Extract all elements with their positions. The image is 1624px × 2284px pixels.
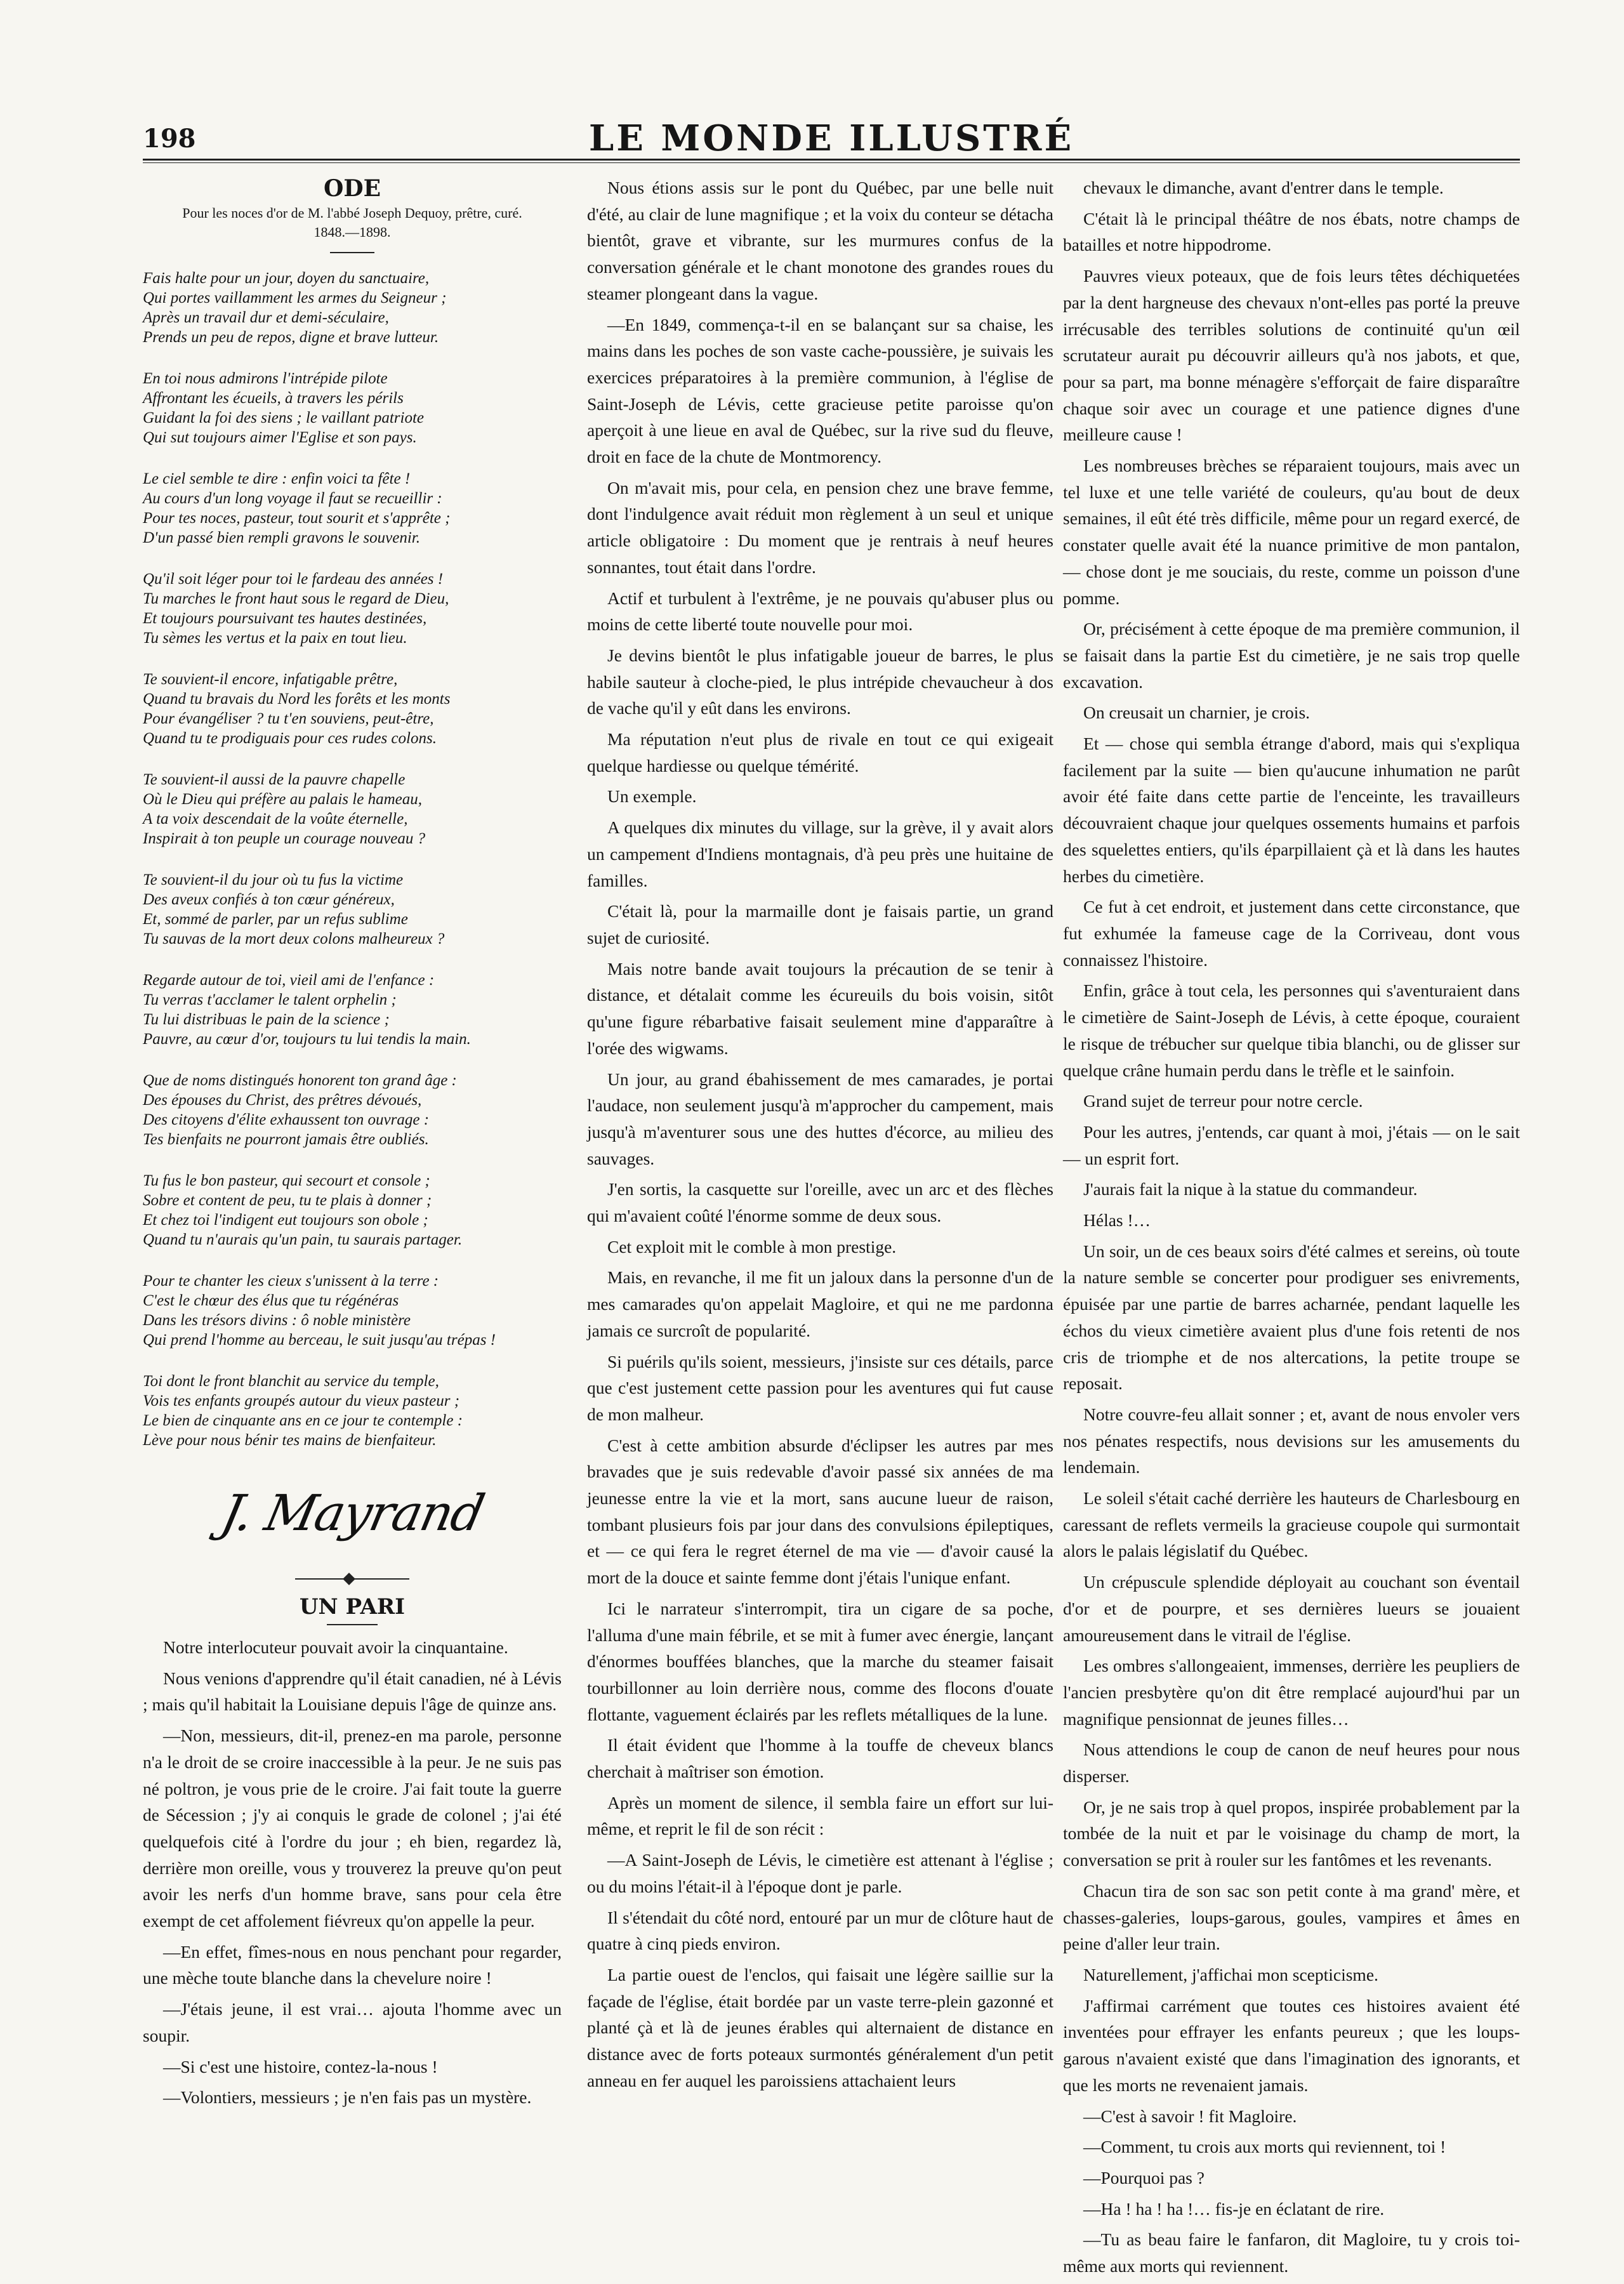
paragraph: C'est à cette ambition absurde d'éclipser les autres par mes bravades que je suis redevable d'avoir passé six années de ma jeunesse entre la vie et la mort, sans aucune lueur de raison, tombant plusieurs fois par jour dans des convulsions épileptiques, et — ce qui fera le regret éternel de ma vie — d'avoir causé la mort de la douce et sainte femme dont j'étais l'unique enfant. [587,1435,1053,1588]
paragraph: Or, je ne sais trop à quel propos, inspirée probablement par la tombée de la nuit et par le voisinage du champ de mort, la conversation se prit à rouler sur les fantômes et les revenants. [1063,1797,1520,1870]
paragraph: Nous étions assis sur le pont du Québec, par une belle nuit d'été, au clair de lune magnifique ; et la voix du conteur se détacha bientôt, grave et vibrante, sur les murmures confus de la conversation générale et le chant monotone des grandes roues du steamer plongeant dans la vague. [587,178,1053,303]
stanza [143,1371,562,1450]
ode-poem [143,268,562,1450]
paragraph: —En 1849, commença-t-il en se balançant sur sa chaise, les mains dans les poches de son vaste cache-poussière, je suivais les exercices préparatoires à la première communion, à l'église de Saint-Joseph de Lévis, cette gracieuse petite paroisse qu'on aperçoit à une lieue en aval de Québec, sur la rive sud du fleuve, droit en face de la chute de Montmorency. [587,314,1053,467]
verse-line: Te souvient-il du jour où tu fus la victime [143,871,404,888]
verse-line: Tu sauvas de la mort deux colons malheureux ? [143,930,445,947]
stanza [143,469,562,548]
ode-dates: 1848.—1898. [314,224,391,240]
paragraph: Si puérils qu'ils soient, messieurs, j'insiste sur ces détails, parce que c'est justement cette passion pour les aventures qui fut cause de mon malheur. [587,1351,1053,1424]
paragraph: Les nombreuses brèches se réparaient toujours, mais avec un tel luxe et une telle variété de couleurs, qu'au bout de deux semaines, il eût été très difficile, même pour un regard exercé, de constater quelle avait été la nuance primitive de mon pantalon, — chose dont je me souciais, du reste, comme un poisson d'une pomme. [1063,456,1520,608]
verse-line: Inspirait à ton peuple un courage nouveau ? [143,830,426,847]
paragraph: On m'avait mis, pour cela, en pension chez une brave femme, dont l'indulgence avait réduit mon règlement à un seul et unique article obligatoire : Du moment que je rentrais à neuf heures sonnantes, tout était dans l'ordre. [587,477,1053,577]
verse-line: Tu fus le bon pasteur, qui secourt et console ; [143,1172,430,1189]
verse-line: Et, sommé de parler, par un refus sublime [143,911,408,928]
section-ornament [295,1574,409,1583]
paragraph: J'en sortis, la casquette sur l'oreille, avec un arc et des flèches qui m'avaient coûté l'énorme somme de deux sous. [587,1179,1053,1226]
verse-line: Prends un peu de repos, digne et brave lutteur. [143,329,439,346]
verse-line: A ta voix descendait de la voûte éternelle, [143,810,408,828]
stanza [143,670,562,748]
stanza [143,1271,562,1350]
verse-line: Te souvient-il aussi de la pauvre chapelle [143,771,406,788]
verse-line: Qui portes vaillamment les armes du Seigneur ; [143,289,447,307]
paragraph: La partie ouest de l'enclos, qui faisait une légère saillie sur la façade de l'église, était bordée par un vaste terre-plein gazonné et planté çà et là de jeunes érables qui alternaient de distance en distance avec de forts poteaux surmontés généralement d'un petit anneau en fer auquel les paroissiens attachaient leurs [587,1965,1053,2090]
verse-line: Tes bienfaits ne pourront jamais être oubliés. [143,1131,429,1148]
paragraph: —Pourquoi pas ? [1083,2167,1205,2188]
verse-line: Où le Dieu qui préfère au palais le hameau, [143,791,422,808]
column-3 [1063,175,1520,2284]
verse-line: Vois tes enfants groupés autour du vieux pasteur ; [143,1392,460,1409]
verse-line: Guidant la foi des siens ; le vaillant patriote [143,409,425,426]
paragraph: —En effet, fîmes-nous en nous penchant pour regarder, une mèche toute blanche dans la chevelure noire ! [143,1941,562,1988]
verse-line: Toi dont le front blanchit au service du temple, [143,1373,439,1390]
paragraph: Je devins bientôt le plus infatigable joueur de barres, le plus habile sauteur à cloche-pied, le plus intrépide chevaucheur à dos de vache qu'il y eût dans les environs. [587,645,1053,718]
paragraph: On creusait un charnier, je crois. [1083,703,1310,723]
verse-line: Que de noms distingués honorent ton grand âge : [143,1072,457,1089]
paragraph: Un exemple. [607,786,697,807]
verse-line: Tu verras t'acclamer le talent orphelin ; [143,991,397,1008]
paragraph: Et — chose qui sembla étrange d'abord, mais qui s'expliqua facilement par la suite — bien qu'aucune inhumation ne parût avoir été faite dans cette partie de l'enceinte, les travailleurs découvraient chaque jour quelques ossements humains et parfois des squelettes entiers, qu'ils éparpillaient çà et là dans les hautes herbes du cimetière. [1063,734,1520,886]
verse-line: Des épouses du Christ, des prêtres dévoués, [143,1092,422,1109]
paragraph: —A Saint-Joseph de Lévis, le cimetière est attenant à l'église ; ou du moins l'était-il à l'époque dont je parle. [587,1850,1053,1896]
paragraph: Pour les autres, j'entends, car quant à moi, j'étais — on le sait — un esprit fort. [1063,1121,1520,1168]
verse-line: Qu'il soit léger pour toi le fardeau des années ! [143,571,444,588]
stanza [143,569,562,648]
story-title-rule [327,1624,378,1625]
paragraph: A quelques dix minutes du village, sur la grève, il y avait alors un campement d'Indiens montagnais, d'à peu près une huitaine de familles. [587,817,1053,890]
paragraph: Or, précisément à cette époque de ma première communion, il se faisait dans la partie Est du cimetière, je ne sais trop quelle excavation. [1063,619,1520,692]
verse-line: Qui prend l'homme au berceau, le suit jusqu'au trépas ! [143,1331,496,1349]
column-1 [143,175,562,2115]
verse-line: Quand tu te prodiguais pour ces rudes colons. [143,730,437,747]
paragraph: Un jour, au grand ébahissement de mes camarades, je portai l'audace, non seulement jusqu'à m'approcher du campement, mais jusqu'à m'aventurer sous une des huttes d'écorce, au milieu des sauvages. [587,1069,1053,1168]
verse-line: Des citoyens d'élite exhaussent ton ouvrage : [143,1111,430,1128]
verse-line: Après un travail dur et demi-séculaire, [143,309,389,326]
paragraph: Notre couvre-feu allait sonner ; et, avant de nous envoler vers nos pénates respectifs, nous devisions sur les amusements du lendemain. [1063,1404,1520,1477]
verse-line: Pour évangéliser ? tu t'en souviens, peut-être, [143,710,434,727]
paragraph: chevaux le dimanche, avant d'entrer dans le temple. [1083,178,1444,197]
verse-line: Regarde autour de toi, vieil ami de l'enfance : [143,972,435,989]
paragraph: Ici le narrateur s'interrompit, tira un cigare de sa poche, l'alluma d'une main fébrile, et se mit à fumer avec énergie, lançant d'énormes bouffées blanches, que la marche du steamer faisait tourbillonner au loin derrière nous, comme des flocons d'ouate flottante, vaguement éclairés par les reflets métalliques de la lune. [587,1598,1053,1724]
verse-line: En toi nous admirons l'intrépide pilote [143,370,388,387]
paragraph: J'aurais fait la nique à la statue du commandeur. [1083,1179,1418,1199]
verse-line: Tu sèmes les vertus et la paix en tout lieu. [143,630,407,647]
paragraph: Cet exploit mit le comble à mon prestige. [607,1236,897,1257]
paragraph: C'était là le principal théâtre de nos ébats, notre champs de batailles et notre hippodrome. [1063,208,1520,255]
stanza [143,1171,562,1250]
story-text-col3 [1063,175,1520,2280]
paragraph: Naturellement, j'affichai mon scepticisme. [1083,1965,1378,1984]
verse-line: Tu marches le front haut sous le regard de Dieu, [143,590,449,607]
paragraph: —Si c'est une histoire, contez-la-nous ! [163,2056,438,2076]
paragraph: Chacun tira de son sac son petit conte à ma grand' mère, et chasses-galeries, loups-garous, goules, vampires et âmes en peine d'aller leur train. [1063,1880,1520,1954]
masthead: LE MONDE ILLUSTRÉ [588,117,1074,159]
paragraph: —Non, messieurs, dit-il, prenez-en ma parole, personne n'a le droit de se croire inaccessible à la peur. Je ne suis pas né poltron, je vous prie de le croire. J'ai fait toute la guerre de Sécession ; j'y ai conquis le grade de colonel ; j'ai été quelquefois cité à l'ordre du jour ; eh bien, regardez là, derrière mon oreille, vous y trouverez la preuve qu'on peut avoir les nerfs d'un homme brave, sans pour cela être exempt de cet affolement fiévreux qu'on appelle la peur. [143,1726,562,1931]
paragraph: Enfin, grâce à tout cela, les personnes qui s'aventuraient dans le cimetière de Saint-Joseph de Lévis, à cette époque, couraient le risque de trébucher sur quelque tibia blanchi, ou de glisser sur quelque crâne humain perdu dans le trèfle et le sainfoin. [1063,980,1520,1080]
header-rule-thin [143,162,1520,163]
paragraph: Le soleil s'était caché derrière les hauteurs de Charlesbourg en caressant de reflets vermeils la gracieuse coupole qui surmontait alors le palais législatif du Québec. [1063,1488,1520,1561]
verse-line: Quand tu n'aurais qu'un pain, tu saurais partager. [143,1231,463,1248]
verse-line: C'est le chœur des élus que tu régénéras [143,1292,399,1309]
verse-line: Pour tes noces, pasteur, tout sourit et s'apprête ; [143,510,451,527]
paragraph: —Tu as beau faire le fanfaron, dit Magloire, tu y crois toi-même aux morts qui reviennent. [1063,2229,1520,2276]
paragraph: Hélas !… [1083,1210,1151,1231]
stanza [143,770,562,848]
stanza [143,870,562,949]
paragraph: Il s'étendait du côté nord, entouré par un mur de clôture haut de quatre à cinq pieds environ. [587,1907,1053,1954]
paragraph: —Comment, tu crois aux morts qui reviennent, toi ! [1083,2137,1446,2157]
column-2 [587,175,1053,2099]
verse-line: Fais halte pour un jour, doyen du sanctuaire, [143,270,430,287]
paragraph: Les ombres s'allongeaient, immenses, derrière les peupliers de l'ancien presbytère qu'on dit être remplacé aujourd'hui par un magnifique pensionnat de jeunes filles… [1063,1656,1520,1729]
stanza [143,970,562,1049]
paragraph: C'était là, pour la marmaille dont je faisais partie, un grand sujet de curiosité. [587,901,1053,947]
paragraph: Actif et turbulent à l'extrême, je ne pouvais qu'abuser plus ou moins de cette liberté toute nouvelle pour moi. [587,588,1053,635]
paragraph: Ce fut à cet endroit, et justement dans cette circonstance, que fut exhumée la fameuse cage de la Corriveau, dont vous connaissez l'histoire. [1063,897,1520,970]
verse-line: Te souvient-il encore, infatigable prêtre, [143,671,398,688]
header-rule [143,159,1520,161]
paragraph: Mais notre bande avait toujours la précaution de se tenir à distance, et détalait comme les écureuils du bois voisin, sitôt qu'une figure rébarbative faisait seulement mine d'apparaître à l'orée des wigwams. [587,958,1053,1058]
paragraph: —J'étais jeune, il est vrai… ajouta l'homme avec un soupir. [143,1999,562,2045]
paragraph: —Ha ! ha ! ha !… fis-je en éclatant de rire. [1083,2198,1385,2219]
paragraph: —C'est à savoir ! fit Magloire. [1083,2106,1297,2126]
verse-line: Lève pour nous bénir tes mains de bienfaiteur. [143,1432,437,1449]
author-signature: J. Mayrand [216,1485,489,1542]
verse-line: Le bien de cinquante ans en ce jour te contemple : [143,1412,463,1429]
paragraph: —Volontiers, messieurs ; je n'en fais pas un mystère. [163,2087,532,2108]
paragraph: Nous venions d'apprendre qu'il était canadien, né à Lévis ; mais qu'il habitait la Louisiane depuis l'âge de quinze ans. [143,1668,562,1715]
story-text-col1 [143,1634,562,2111]
verse-line: Et chez toi l'indigent eut toujours son obole ; [143,1211,428,1229]
paragraph: J'affirmai carrément que toutes ces histoires avaient été inventées pour effrayer les enfants peureux ; que les loups-garous n'avaient existé que dans l'imagination des ignorants, et que les morts ne revenaient jamais. [1063,1995,1520,2095]
paragraph: Grand sujet de terreur pour notre cercle. [1083,1091,1363,1111]
verse-line: Le ciel semble te dire : enfin voici ta fête ! [143,470,411,487]
stanza [143,1071,562,1149]
paragraph: Nous attendions le coup de canon de neuf heures pour nous disperser. [1063,1739,1520,1786]
paragraph: Mais, en revanche, il me fit un jaloux dans la personne d'un de mes camarades qu'on appelait Magloire, et qui ne me pardonna jamais ce surcroît de popularité. [587,1267,1053,1340]
ode-divider [330,252,374,253]
verse-line: Quand tu bravais du Nord les forêts et les monts [143,690,451,708]
verse-line: Sobre et content de peu, tu te plais à donner ; [143,1192,432,1209]
paragraph: Il était évident que l'homme à la touffe de cheveux blancs cherchait à maîtriser son émotion. [587,1735,1053,1782]
verse-line: D'un passé bien rempli gravons le souvenir. [143,529,421,546]
story-text-col2 [587,175,1053,2094]
page-number: 198 [143,124,196,154]
verse-line: Pauvre, au cœur d'or, toujours tu lui tendis la main. [143,1031,471,1048]
paragraph: Un soir, un de ces beaux soirs d'été calmes et sereins, où toute la nature semble se concerter pour prodiguer ses enivrements, épuisée par une partie de barres acharnée, pendant laquelle les échos du vieux cimetière avaient plus d'une fois retenti de nos cris de triomphe et de nos altercations, la petite troupe se reposait. [1063,1241,1520,1394]
verse-line: Affrontant les écueils, à travers les périls [143,390,404,407]
paragraph: Un crépuscule splendide déployait au couchant son éventail d'or et de pourpre, et ses dernières lueurs se jouaient amoureusement dans le vitrail de l'église. [1063,1572,1520,1645]
paragraph: Ma réputation n'eut plus de rivale en tout ce qui exigeait quelque hardiesse ou quelque témérité. [587,729,1053,776]
story-title: UN PARI [299,1594,406,1620]
stanza [143,268,562,347]
ode-dedication: Pour les noces d'or de M. l'abbé Joseph Dequoy, prêtre, curé. [182,205,522,221]
stanza [143,369,562,447]
verse-line: Pour te chanter les cieux s'unissent à la terre : [143,1272,439,1290]
ode-title: ODE [323,175,381,202]
verse-line: Tu lui distribuas le pain de la science ; [143,1011,390,1028]
paragraph: Pauvres vieux poteaux, que de fois leurs têtes déchiquetées par la dent hargneuse des chevaux n'ont-elles pas porté la preuve irrécusable des terribles solutions de continuité qu'un œil scrutateur aurait pu découvrir ailleurs qu'à nos jabots, et que, pour sa part, ma bonne ménagère s'efforçait de faire disparaître chaque soir avec un courage et une patience dignes d'une meilleure cause ! [1063,266,1520,445]
page-header [143,117,1520,168]
paragraph: Notre interlocuteur pouvait avoir la cinquantaine. [163,1637,508,1657]
verse-line: Et toujours poursuivant tes hautes destinées, [143,610,427,627]
verse-line: Des aveux confiés à ton cœur généreux, [143,891,395,908]
paragraph: Après un moment de silence, il sembla faire un effort sur lui-même, et reprit le fil de son récit : [587,1792,1053,1839]
verse-line: Dans les trésors divins : ô noble ministère [143,1312,411,1329]
verse-line: Au cours d'un long voyage il faut se recueillir : [143,490,442,507]
verse-line: Qui sut toujours aimer l'Eglise et son pays. [143,429,417,446]
